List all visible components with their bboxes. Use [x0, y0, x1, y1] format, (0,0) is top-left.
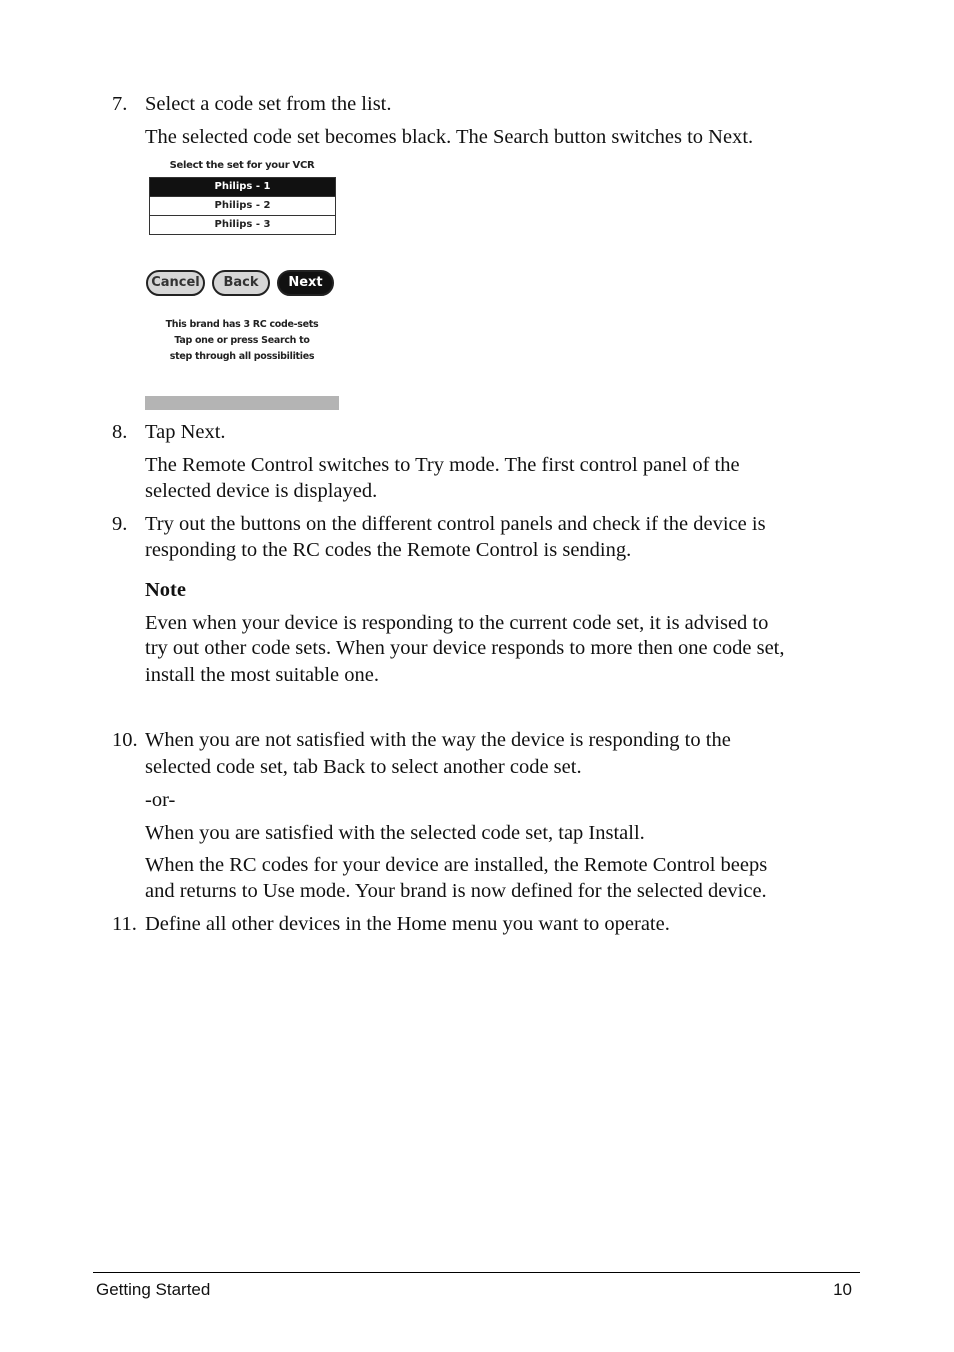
step-text: When you are not satisfied with the way the device is responding to the: [145, 729, 731, 751]
step-text: The selected code set becomes black. The Search button switches to Next.: [145, 126, 754, 148]
note-text: install the most suitable one.: [145, 664, 380, 686]
footer-page-number: 10: [833, 1280, 852, 1299]
step-number: 7.: [112, 93, 128, 115]
step-text: -or-: [145, 789, 176, 811]
cancel-button[interactable]: Cancel: [146, 270, 205, 296]
step-text: selected device is displayed.: [145, 480, 378, 502]
code-set-item[interactable]: Philips - 3: [150, 215, 335, 234]
message-line: This brand has 3 RC code-sets: [165, 319, 319, 330]
code-set-item[interactable]: Philips - 2: [150, 196, 335, 215]
step-text: responding to the RC codes the Remote Control is sending.: [145, 539, 632, 561]
note-text: Even when your device is responding to the current code set, it is advised to: [145, 612, 769, 634]
step-text: selected code set, tab Back to select another code set.: [145, 756, 582, 778]
back-button[interactable]: Back: [212, 270, 270, 296]
note-text: try out other code sets. When your device responds to more then one code set,: [145, 637, 785, 659]
step-text: Try out the buttons on the different control panels and check if the device is: [145, 513, 766, 535]
footer-rule: [93, 1272, 860, 1273]
step-text: Define all other devices in the Home menu you want to operate.: [145, 913, 670, 935]
code-set-item-selected[interactable]: Philips - 1: [150, 178, 335, 196]
screenshot-status-bar: [145, 396, 339, 410]
code-set-screenshot: [145, 152, 339, 410]
code-set-list: [149, 177, 336, 235]
step-text: When the RC codes for your device are installed, the Remote Control beeps: [145, 854, 768, 876]
message-line: Tap one or press Search to: [174, 335, 310, 346]
step-number: 8.: [112, 421, 128, 443]
next-button[interactable]: Next: [277, 270, 334, 296]
footer-section-title: Getting Started: [96, 1280, 211, 1299]
step-text: When you are satisfied with the selected code set, tap Install.: [145, 822, 645, 844]
screenshot-title: Select the set for your VCR: [169, 160, 315, 171]
step-text: Select a code set from the list.: [145, 93, 392, 115]
step-number: 10.: [112, 729, 138, 751]
step-number: 9.: [112, 513, 128, 535]
message-line: step through all possibilities: [169, 351, 315, 362]
step-text: and returns to Use mode. Your brand is now defined for the selected device.: [145, 880, 767, 902]
screenshot-message: [145, 317, 339, 365]
step-text: The Remote Control switches to Try mode. The first control panel of the: [145, 454, 740, 476]
step-text: Tap Next.: [145, 421, 226, 443]
note-heading: Note: [145, 579, 186, 601]
step-number: 11.: [112, 913, 137, 935]
